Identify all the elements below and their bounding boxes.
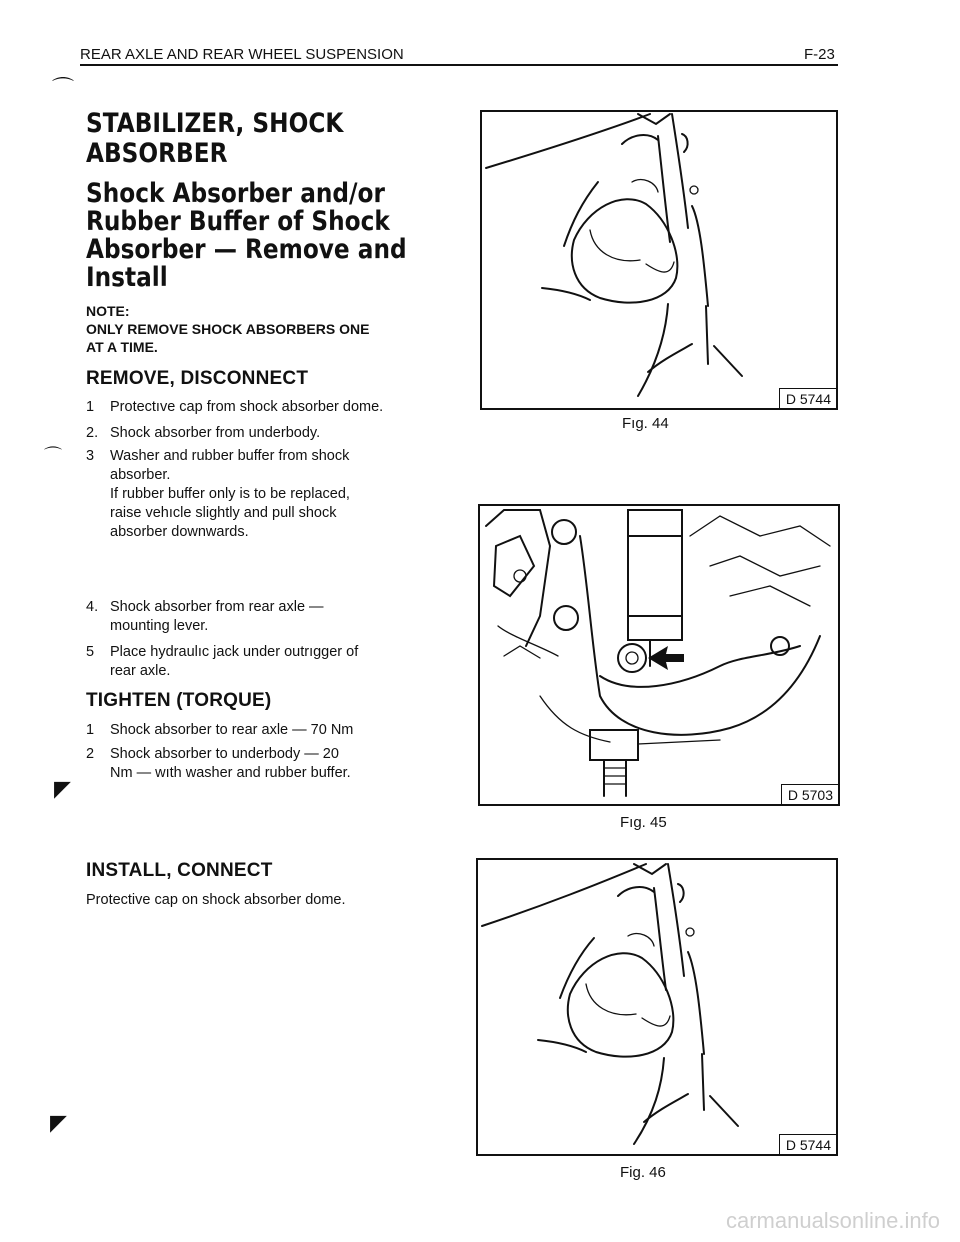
margin-mark: ⌒ (44, 446, 62, 466)
section-title-install: INSTALL, CONNECT (86, 860, 273, 881)
figure-44 (480, 110, 838, 410)
running-header: REAR AXLE AND REAR WHEEL SUSPENSION (80, 46, 404, 63)
sub-heading-line4: Install (86, 262, 168, 293)
section-title-tighten: TIGHTEN (TORQUE) (86, 690, 272, 711)
watermark-footer: carmanualsonline.info (725, 1208, 940, 1233)
section-title-remove: REMOVE, DISCONNECT (86, 368, 309, 389)
figure-caption: Fıg. 45 (620, 814, 667, 831)
sub-heading-line1: Shock Absorber and/or (86, 178, 385, 209)
figure-caption: Fıg. 44 (622, 415, 669, 432)
main-heading-line2: ABSORBER (86, 138, 228, 169)
note-line2: AT A TIME. (86, 339, 158, 355)
figure-code: D 5744 (779, 1134, 838, 1156)
shock-absorber-dome-illustration (482, 112, 836, 408)
main-heading-line1: STABILIZER, SHOCK (86, 108, 344, 139)
margin-mark: ◤ (50, 1110, 67, 1135)
figure-45 (478, 504, 840, 806)
header-rule (80, 64, 838, 66)
note-line1: ONLY REMOVE SHOCK ABSORBERS ONE (86, 321, 370, 337)
figure-code: D 5744 (779, 388, 838, 410)
note-label: NOTE: (86, 303, 130, 319)
rear-axle-shock-mount-illustration (480, 506, 838, 804)
margin-mark: ⌒ (52, 76, 75, 101)
figure-46 (476, 858, 838, 1156)
sub-heading-line3: Absorber — Remove and (86, 234, 407, 265)
sub-heading-line2: Rubber Buffer of Shock (86, 206, 390, 237)
remove-step: 3 Washer and rubber buffer from shock absorber. If rubber buffer only is to be replaced, raise vehıcle slightly and pull shock absorber downwards. (86, 448, 350, 540)
figure-caption: Fig. 46 (620, 1164, 666, 1181)
page-number: F-23 (804, 46, 835, 63)
install-text: Protective cap on shock absorber dome. (86, 892, 346, 908)
shock-absorber-dome-illustration (478, 860, 836, 1154)
figure-code: D 5703 (781, 784, 840, 806)
margin-mark: ◤ (54, 776, 71, 801)
